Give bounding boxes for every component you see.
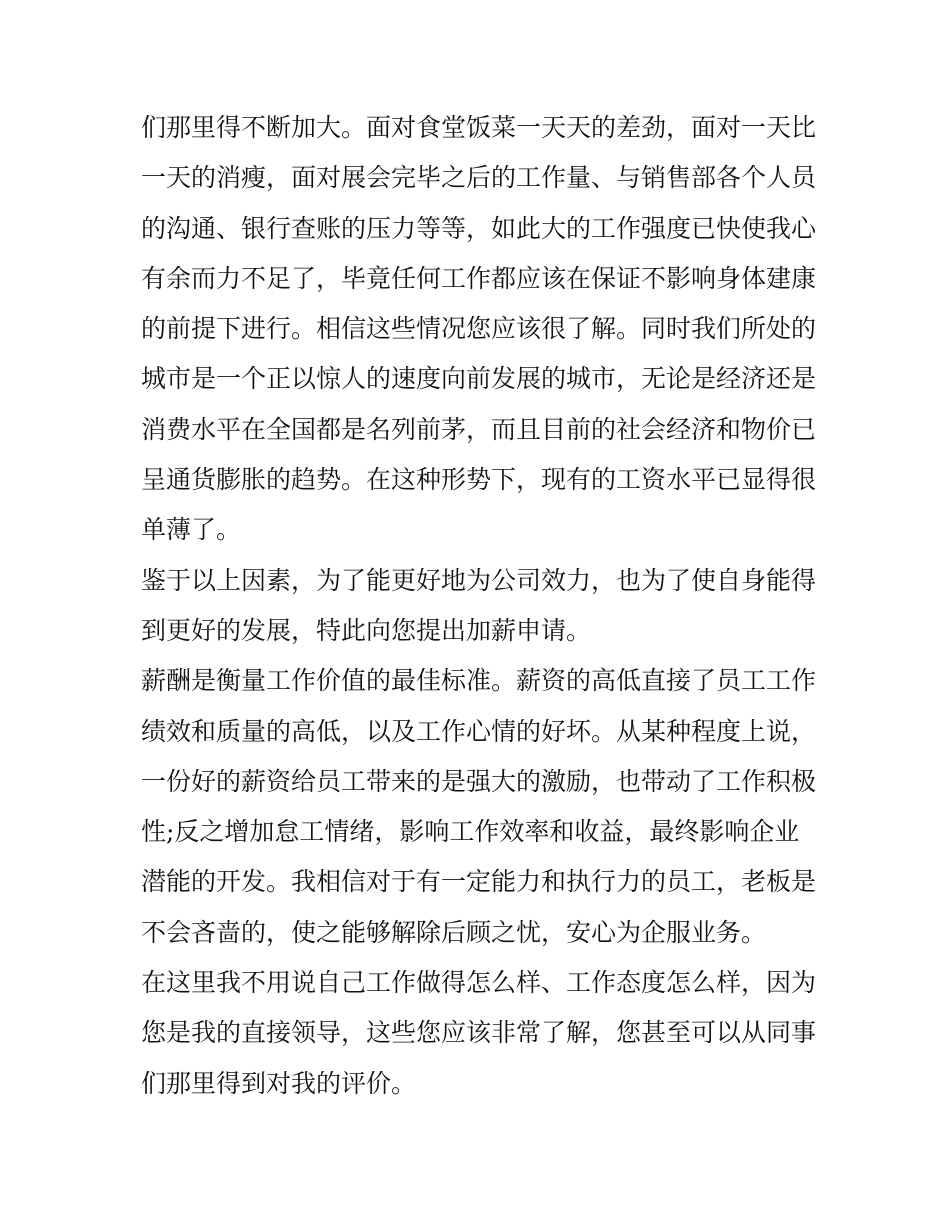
text-line: 们那里得到对我的评价。 <box>141 1068 417 1098</box>
text-line: 绩效和质量的高低，以及工作心情的好坏。从某种程度上说， <box>141 716 817 746</box>
text-line: 到更好的发展，特此向您提出加薪申请。 <box>141 615 592 645</box>
text-line: 薪酬是衡量工作价值的最佳标准。薪资的高低直接了员工工作 <box>141 666 817 696</box>
paragraph-3 <box>141 656 821 958</box>
text-line: 消费水平在全国都是名列前茅，而且目前的社会经济和物价已 <box>141 414 817 444</box>
text-line: 性;反之增加怠工情绪，影响工作效率和收益，最终影响企业 <box>141 817 800 847</box>
text-line: 们那里得不断加大。面对食堂饭菜一天天的差劲，面对一天比 <box>141 113 817 142</box>
paragraph-1 <box>141 103 821 556</box>
text-line: 有余而力不足了，毕竟任何工作都应该在保证不影响身体建康 <box>141 263 817 293</box>
text-line: 单薄了。 <box>141 515 242 545</box>
text-line: 不会吝啬的，使之能够解除后顾之忧，安心为企服业务。 <box>141 917 767 947</box>
document-body <box>141 103 821 1109</box>
text-line: 的沟通、银行查账的压力等等，如此大的工作强度已快使我心 <box>141 213 817 243</box>
paragraph-2 <box>141 556 821 657</box>
text-line: 鉴于以上因素，为了能更好地为公司效力，也为了使自身能得 <box>141 565 817 595</box>
text-line: 的前提下进行。相信这些情况您应该很了解。同时我们所处的 <box>141 314 817 344</box>
paragraph-4 <box>141 958 821 1109</box>
text-line: 您是我的直接领导，这些您应该非常了解，您甚至可以从同事 <box>141 1018 817 1048</box>
text-line: 一份好的薪资给员工带来的是强大的激励，也带动了工作积极 <box>141 766 817 796</box>
text-line: 呈通货膨胀的趋势。在这种形势下，现有的工资水平已显得很 <box>141 465 817 495</box>
text-line: 一天的消瘦，面对展会完毕之后的工作量、与销售部各个人员 <box>141 163 817 193</box>
text-line: 城市是一个正以惊人的速度向前发展的城市，无论是经济还是 <box>141 364 817 394</box>
text-line: 潜能的开发。我相信对于有一定能力和执行力的员工，老板是 <box>141 867 817 897</box>
text-line: 在这里我不用说自己工作做得怎么样、工作态度怎么样，因为 <box>141 968 817 998</box>
